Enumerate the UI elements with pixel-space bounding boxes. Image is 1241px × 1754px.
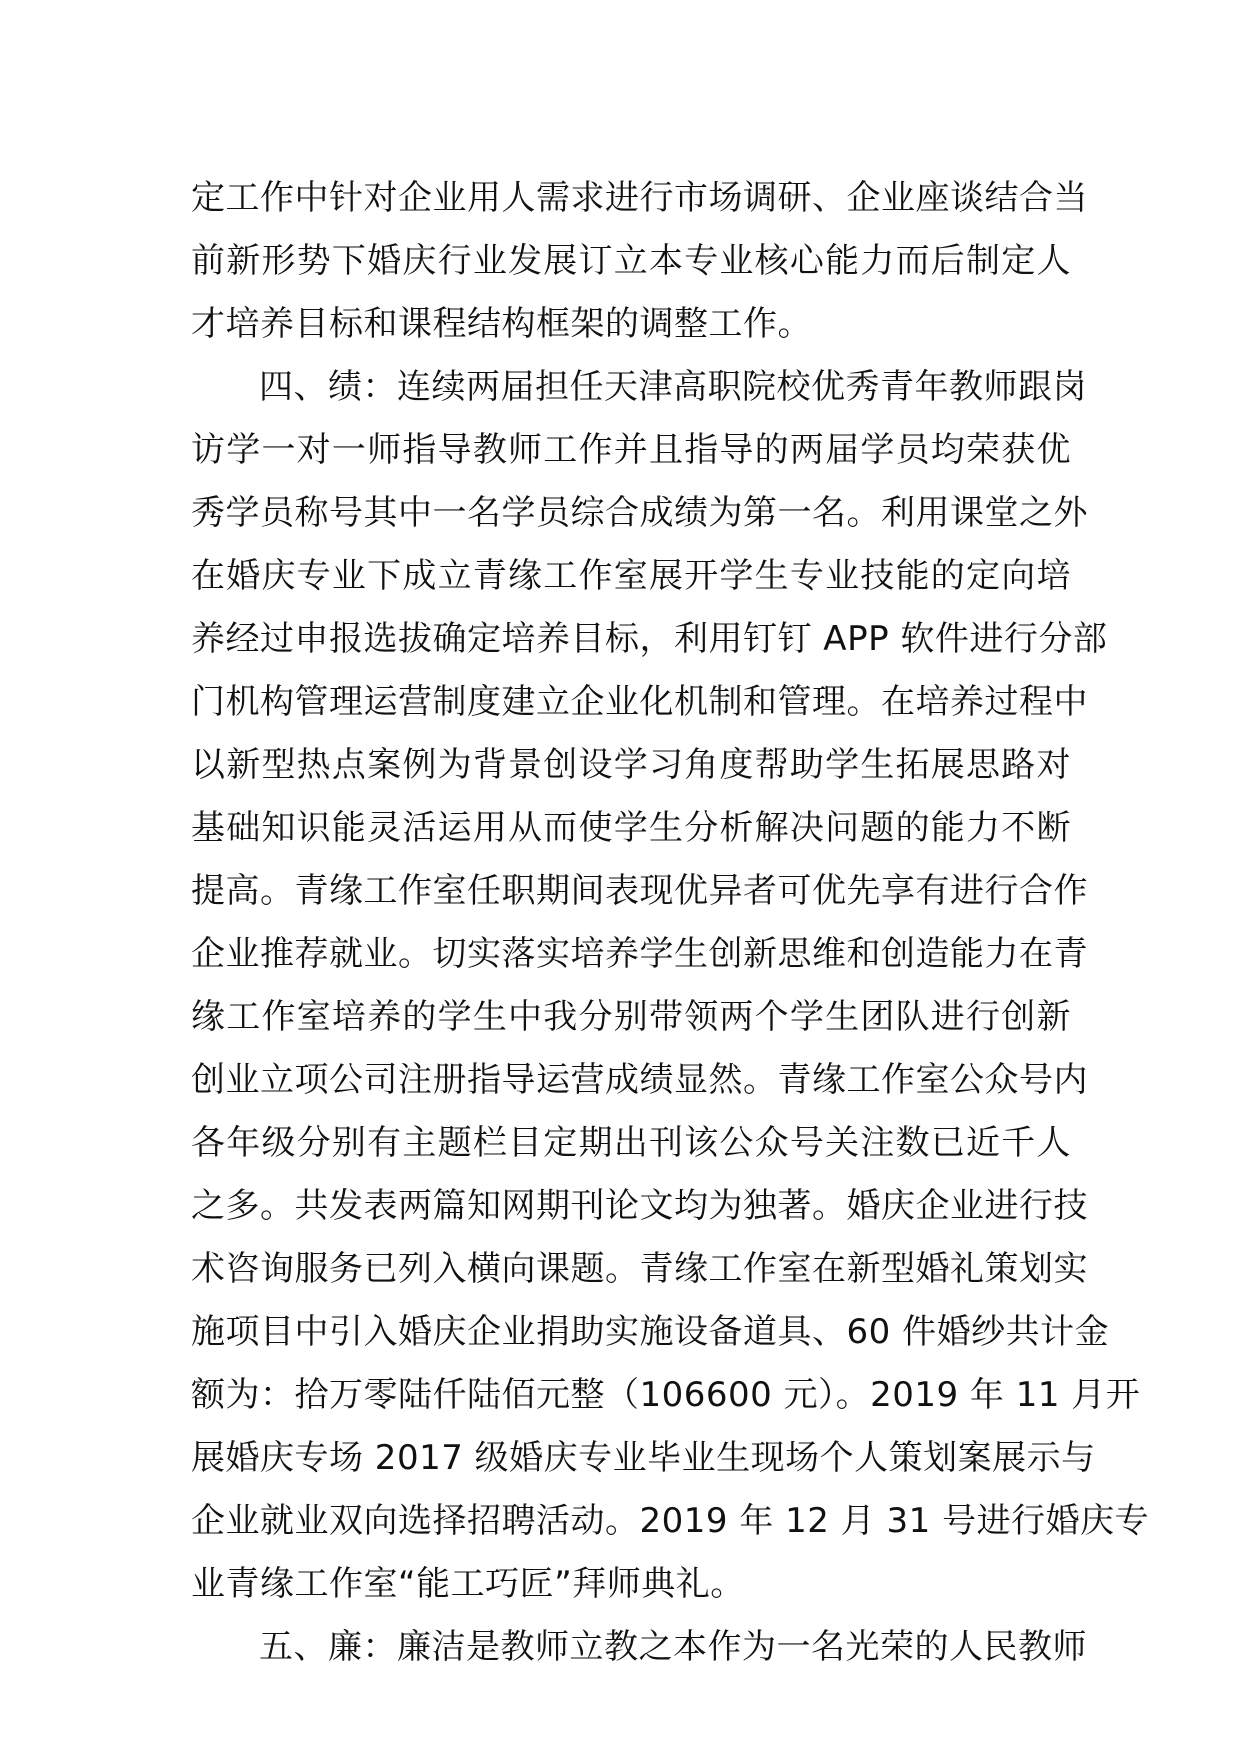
text-line: 基础知识能灵活运用从而使学生分析解决问题的能力不断 [191, 808, 1071, 848]
text-line: 养经过申报选拔确定培养目标，利用钉钉 APP 软件进行分部 [191, 619, 1108, 659]
text-line: 额为：拾万零陆仟陆佰元整（106600 元）。2019 年 11 月开 [191, 1375, 1141, 1415]
text-line: 五、廉：廉洁是教师立教之本作为一名光荣的人民教师 [259, 1627, 1087, 1667]
text-line: 业青缘工作室“能工巧匠”拜师典礼。 [191, 1564, 745, 1604]
text-line: 展婚庆专场 2017 级婚庆专业毕业生现场个人策划案展示与 [191, 1438, 1096, 1478]
text-line: 门机构管理运营制度建立企业化机制和管理。在培养过程中 [191, 682, 1088, 722]
text-line: 各年级分别有主题栏目定期出刊该公众号关注数已近千人 [191, 1123, 1071, 1163]
text-line: 访学一对一师指导教师工作并且指导的两届学员均荣获优 [191, 430, 1071, 470]
document-body [191, 167, 1150, 1679]
text-line: 以新型热点案例为背景创设学习角度帮助学生拓展思路对 [191, 745, 1071, 785]
text-line: 在婚庆专业下成立青缘工作室展开学生专业技能的定向培 [191, 556, 1071, 596]
text-line: 术咨询服务已列入横向课题。青缘工作室在新型婚礼策划实 [191, 1249, 1088, 1289]
text-line: 提高。青缘工作室任职期间表现优异者可优先享有进行合作 [191, 871, 1088, 911]
text-line: 秀学员称号其中一名学员综合成绩为第一名。利用课堂之外 [191, 493, 1088, 533]
text-line: 企业推荐就业。切实落实培养学生创新思维和创造能力在青 [191, 934, 1088, 974]
text-line: 定工作中针对企业用人需求进行市场调研、企业座谈结合当 [191, 178, 1088, 218]
text-line: 之多。共发表两篇知网期刊论文均为独著。婚庆企业进行技 [191, 1186, 1088, 1226]
text-line: 施项目中引入婚庆企业捐助实施设备道具、60 件婚纱共计金 [191, 1312, 1110, 1352]
text-line: 前新形势下婚庆行业发展订立本专业核心能力而后制定人 [191, 241, 1071, 281]
text-line: 缘工作室培养的学生中我分别带领两个学生团队进行创新 [191, 997, 1071, 1037]
text-line: 四、绩：连续两届担任天津高职院校优秀青年教师跟岗 [259, 367, 1087, 407]
text-line: 才培养目标和课程结构框架的调整工作。 [191, 304, 812, 344]
text-line: 创业立项公司注册指导运营成绩显然。青缘工作室公众号内 [191, 1060, 1088, 1100]
text-line: 企业就业双向选择招聘活动。2019 年 12 月 31 号进行婚庆专 [191, 1501, 1150, 1541]
